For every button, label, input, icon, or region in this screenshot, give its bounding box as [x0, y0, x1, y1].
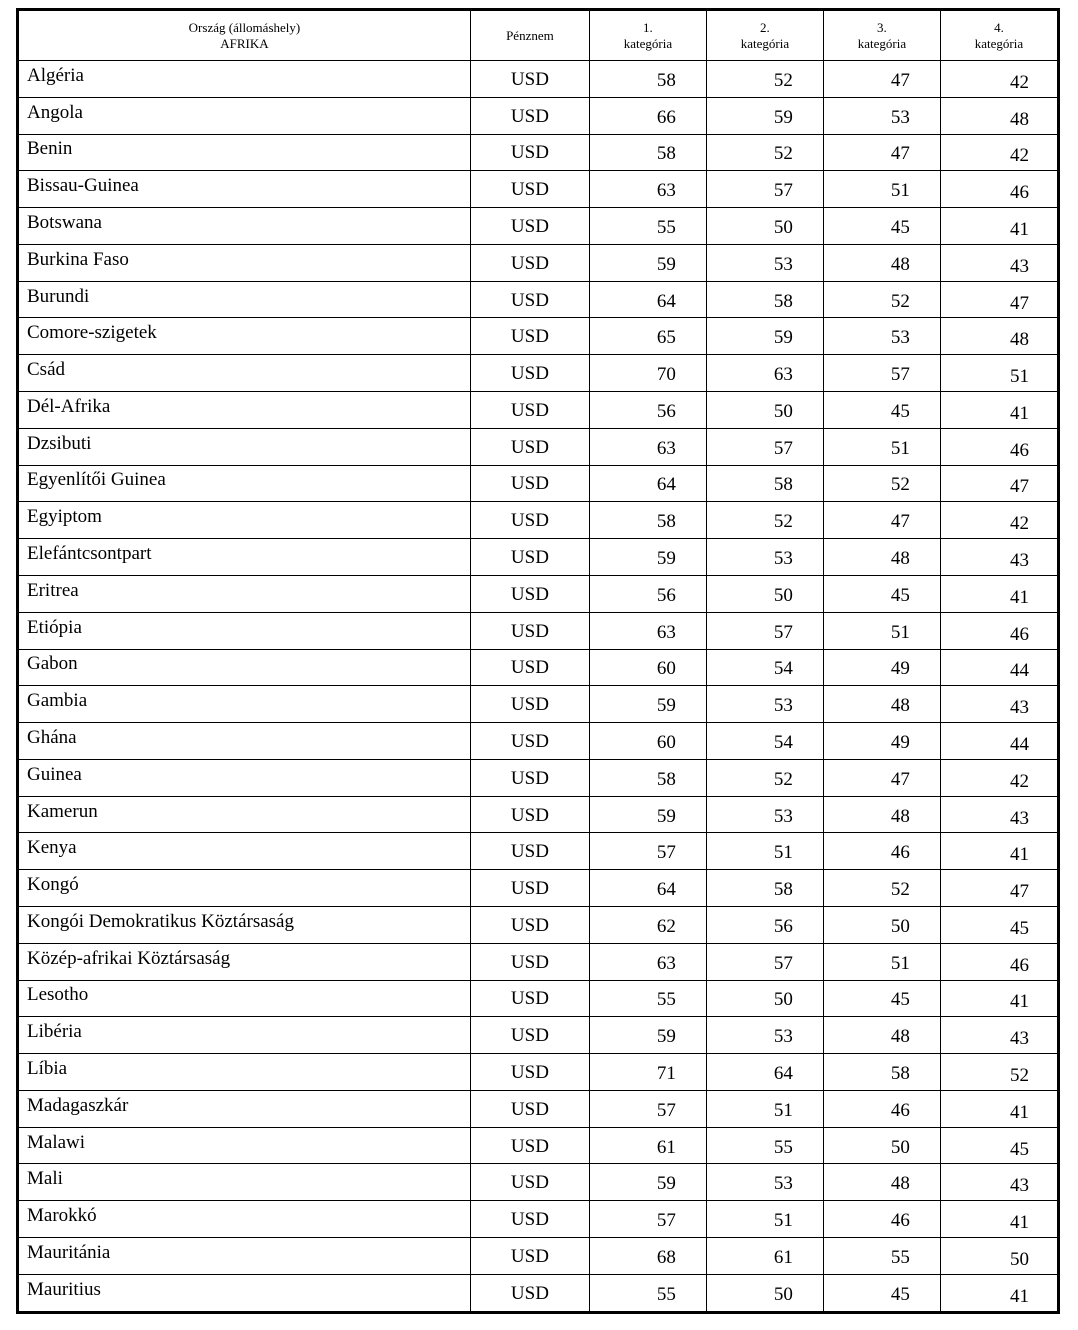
- category-1-cell: 63: [589, 428, 706, 465]
- category-3-cell: 47: [823, 502, 940, 539]
- category-2-cell: 53: [706, 244, 823, 281]
- header-category-1: [589, 11, 706, 61]
- country-cell: Elefántcsontpart: [19, 539, 471, 576]
- country-cell: Burkina Faso: [19, 244, 471, 281]
- category-1-cell: 55: [589, 208, 706, 245]
- category-4-cell: 45: [940, 1127, 1057, 1164]
- category-2-cell: 57: [706, 428, 823, 465]
- category-3-cell: 45: [823, 392, 940, 429]
- header-category-1-number: 1.: [643, 19, 653, 35]
- category-3-cell: 48: [823, 1017, 940, 1054]
- category-4-cell: 47: [940, 870, 1057, 907]
- category-3-cell: 53: [823, 97, 940, 134]
- category-4-cell: 41: [940, 392, 1057, 429]
- category-2-cell: 51: [706, 1090, 823, 1127]
- currency-cell: USD: [470, 870, 589, 907]
- table-row: [19, 318, 1058, 355]
- header-category-3-label: kategória: [857, 35, 907, 51]
- category-2-cell: 54: [706, 723, 823, 760]
- currency-cell: USD: [470, 1164, 589, 1201]
- table-row: [19, 539, 1058, 576]
- category-3-cell: 47: [823, 759, 940, 796]
- country-cell: Madagaszkár: [19, 1090, 471, 1127]
- country-cell: Dzsibuti: [19, 428, 471, 465]
- category-4-cell: 41: [940, 980, 1057, 1017]
- category-2-cell: 50: [706, 1274, 823, 1311]
- country-cell: Gabon: [19, 649, 471, 686]
- header-category-2: [706, 11, 823, 61]
- country-cell: Csád: [19, 355, 471, 392]
- currency-cell: USD: [470, 649, 589, 686]
- category-2-cell: 53: [706, 796, 823, 833]
- country-cell: Egyiptom: [19, 502, 471, 539]
- category-3-cell: 52: [823, 870, 940, 907]
- category-2-cell: 57: [706, 612, 823, 649]
- table-row: [19, 575, 1058, 612]
- country-cell: Líbia: [19, 1054, 471, 1091]
- header-row: [19, 11, 1058, 61]
- header-category-4: [940, 11, 1057, 61]
- category-3-cell: 53: [823, 318, 940, 355]
- header-category-4-number: 4.: [994, 19, 1004, 35]
- currency-cell: USD: [470, 1274, 589, 1311]
- category-4-cell: 42: [940, 502, 1057, 539]
- country-cell: Mali: [19, 1164, 471, 1201]
- country-cell: Algéria: [19, 61, 471, 98]
- header-category-3-number: 3.: [877, 19, 887, 35]
- category-1-cell: 63: [589, 171, 706, 208]
- category-1-cell: 60: [589, 649, 706, 686]
- category-2-cell: 50: [706, 980, 823, 1017]
- category-3-cell: 48: [823, 244, 940, 281]
- category-2-cell: 58: [706, 281, 823, 318]
- category-2-cell: 51: [706, 833, 823, 870]
- category-1-cell: 58: [589, 759, 706, 796]
- category-4-cell: 41: [940, 1201, 1057, 1238]
- category-2-cell: 53: [706, 539, 823, 576]
- category-2-cell: 57: [706, 171, 823, 208]
- category-4-cell: 51: [940, 355, 1057, 392]
- category-1-cell: 56: [589, 392, 706, 429]
- category-3-cell: 45: [823, 980, 940, 1017]
- table-row: [19, 612, 1058, 649]
- table-body: [19, 61, 1058, 1312]
- category-1-cell: 55: [589, 1274, 706, 1311]
- country-cell: Kamerun: [19, 796, 471, 833]
- category-1-cell: 59: [589, 1017, 706, 1054]
- category-4-cell: 43: [940, 1017, 1057, 1054]
- category-3-cell: 51: [823, 612, 940, 649]
- category-1-cell: 57: [589, 1090, 706, 1127]
- currency-cell: USD: [470, 465, 589, 502]
- category-3-cell: 57: [823, 355, 940, 392]
- category-1-cell: 68: [589, 1238, 706, 1275]
- currency-cell: USD: [470, 906, 589, 943]
- table-header: [19, 11, 1058, 61]
- category-1-cell: 64: [589, 870, 706, 907]
- table-row: [19, 281, 1058, 318]
- category-1-cell: 59: [589, 796, 706, 833]
- currency-cell: USD: [470, 428, 589, 465]
- category-3-cell: 47: [823, 134, 940, 171]
- header-category-4-label: kategória: [974, 35, 1024, 51]
- country-cell: Kenya: [19, 833, 471, 870]
- category-1-cell: 59: [589, 1164, 706, 1201]
- category-4-cell: 50: [940, 1238, 1057, 1275]
- currency-cell: USD: [470, 171, 589, 208]
- country-cell: Libéria: [19, 1017, 471, 1054]
- category-1-cell: 59: [589, 686, 706, 723]
- header-category-2-number: 2.: [760, 19, 770, 35]
- country-cell: Bissau-Guinea: [19, 171, 471, 208]
- table-row: [19, 1201, 1058, 1238]
- category-1-cell: 55: [589, 980, 706, 1017]
- category-4-cell: 42: [940, 134, 1057, 171]
- category-4-cell: 43: [940, 796, 1057, 833]
- header-category-1-label: kategória: [623, 35, 673, 51]
- category-3-cell: 58: [823, 1054, 940, 1091]
- category-1-cell: 71: [589, 1054, 706, 1091]
- category-4-cell: 47: [940, 281, 1057, 318]
- category-4-cell: 41: [940, 833, 1057, 870]
- category-2-cell: 61: [706, 1238, 823, 1275]
- table-row: [19, 208, 1058, 245]
- header-country-line2: AFRIKA: [220, 35, 269, 51]
- country-cell: Guinea: [19, 759, 471, 796]
- table-row: [19, 1127, 1058, 1164]
- currency-cell: USD: [470, 61, 589, 98]
- category-3-cell: 51: [823, 943, 940, 980]
- category-4-cell: 44: [940, 723, 1057, 760]
- category-2-cell: 54: [706, 649, 823, 686]
- table-row: [19, 796, 1058, 833]
- country-cell: Közép-afrikai Köztársaság: [19, 943, 471, 980]
- category-3-cell: 50: [823, 906, 940, 943]
- currency-cell: USD: [470, 318, 589, 355]
- currency-cell: USD: [470, 502, 589, 539]
- currency-cell: USD: [470, 208, 589, 245]
- category-4-cell: 47: [940, 465, 1057, 502]
- category-4-cell: 52: [940, 1054, 1057, 1091]
- category-3-cell: 51: [823, 428, 940, 465]
- category-1-cell: 63: [589, 943, 706, 980]
- allowance-table: [18, 10, 1058, 1312]
- category-4-cell: 46: [940, 943, 1057, 980]
- country-cell: Lesotho: [19, 980, 471, 1017]
- category-4-cell: 48: [940, 97, 1057, 134]
- currency-cell: USD: [470, 392, 589, 429]
- category-4-cell: 41: [940, 575, 1057, 612]
- category-3-cell: 52: [823, 465, 940, 502]
- category-2-cell: 50: [706, 392, 823, 429]
- table-row: [19, 428, 1058, 465]
- category-3-cell: 48: [823, 686, 940, 723]
- category-2-cell: 58: [706, 870, 823, 907]
- category-2-cell: 53: [706, 686, 823, 723]
- currency-cell: USD: [470, 134, 589, 171]
- table-row: [19, 97, 1058, 134]
- category-4-cell: 42: [940, 759, 1057, 796]
- category-2-cell: 55: [706, 1127, 823, 1164]
- table-row: [19, 465, 1058, 502]
- category-4-cell: 43: [940, 539, 1057, 576]
- category-4-cell: 46: [940, 612, 1057, 649]
- category-3-cell: 51: [823, 171, 940, 208]
- category-2-cell: 51: [706, 1201, 823, 1238]
- country-cell: Kongói Demokratikus Köztársaság: [19, 906, 471, 943]
- currency-cell: USD: [470, 539, 589, 576]
- category-1-cell: 56: [589, 575, 706, 612]
- category-3-cell: 49: [823, 649, 940, 686]
- currency-cell: USD: [470, 943, 589, 980]
- category-1-cell: 60: [589, 723, 706, 760]
- category-1-cell: 66: [589, 97, 706, 134]
- header-country: [19, 11, 471, 61]
- table-row: [19, 171, 1058, 208]
- table-row: [19, 355, 1058, 392]
- category-4-cell: 46: [940, 171, 1057, 208]
- currency-cell: USD: [470, 1201, 589, 1238]
- country-cell: Angola: [19, 97, 471, 134]
- category-1-cell: 64: [589, 465, 706, 502]
- category-2-cell: 58: [706, 465, 823, 502]
- category-1-cell: 57: [589, 833, 706, 870]
- category-3-cell: 48: [823, 539, 940, 576]
- table-row: [19, 906, 1058, 943]
- country-cell: Gambia: [19, 686, 471, 723]
- category-3-cell: 50: [823, 1127, 940, 1164]
- table-row: [19, 1164, 1058, 1201]
- country-cell: Eritrea: [19, 575, 471, 612]
- category-1-cell: 65: [589, 318, 706, 355]
- category-3-cell: 46: [823, 1201, 940, 1238]
- table-row: [19, 1274, 1058, 1311]
- table-row: [19, 723, 1058, 760]
- table-row: [19, 759, 1058, 796]
- category-3-cell: 55: [823, 1238, 940, 1275]
- category-4-cell: 42: [940, 61, 1057, 98]
- category-4-cell: 43: [940, 244, 1057, 281]
- category-3-cell: 48: [823, 796, 940, 833]
- category-4-cell: 45: [940, 906, 1057, 943]
- currency-cell: USD: [470, 1090, 589, 1127]
- category-4-cell: 41: [940, 1274, 1057, 1311]
- header-currency: Pénznem: [470, 11, 589, 61]
- header-country-line1: Ország (állomáshely): [188, 19, 301, 35]
- category-1-cell: 70: [589, 355, 706, 392]
- table-row: [19, 833, 1058, 870]
- country-cell: Egyenlítői Guinea: [19, 465, 471, 502]
- category-1-cell: 58: [589, 134, 706, 171]
- category-2-cell: 52: [706, 502, 823, 539]
- table-row: [19, 980, 1058, 1017]
- category-1-cell: 58: [589, 502, 706, 539]
- category-1-cell: 61: [589, 1127, 706, 1164]
- category-4-cell: 48: [940, 318, 1057, 355]
- table-row: [19, 134, 1058, 171]
- header-category-2-label: kategória: [740, 35, 790, 51]
- category-2-cell: 50: [706, 208, 823, 245]
- category-4-cell: 44: [940, 649, 1057, 686]
- currency-cell: USD: [470, 281, 589, 318]
- category-2-cell: 56: [706, 906, 823, 943]
- country-cell: Malawi: [19, 1127, 471, 1164]
- category-4-cell: 41: [940, 208, 1057, 245]
- category-1-cell: 62: [589, 906, 706, 943]
- currency-cell: USD: [470, 796, 589, 833]
- currency-cell: USD: [470, 575, 589, 612]
- country-cell: Marokkó: [19, 1201, 471, 1238]
- category-3-cell: 46: [823, 1090, 940, 1127]
- table-row: [19, 1017, 1058, 1054]
- currency-cell: USD: [470, 612, 589, 649]
- category-3-cell: 45: [823, 208, 940, 245]
- table-row: [19, 649, 1058, 686]
- category-3-cell: 47: [823, 61, 940, 98]
- category-1-cell: 64: [589, 281, 706, 318]
- currency-cell: USD: [470, 980, 589, 1017]
- table-row: [19, 686, 1058, 723]
- currency-cell: USD: [470, 1054, 589, 1091]
- category-3-cell: 49: [823, 723, 940, 760]
- category-2-cell: 53: [706, 1017, 823, 1054]
- table-row: [19, 1054, 1058, 1091]
- currency-cell: USD: [470, 759, 589, 796]
- currency-cell: USD: [470, 686, 589, 723]
- category-2-cell: 59: [706, 318, 823, 355]
- category-3-cell: 45: [823, 1274, 940, 1311]
- country-cell: Etiópia: [19, 612, 471, 649]
- table-row: [19, 244, 1058, 281]
- table-row: [19, 1090, 1058, 1127]
- category-1-cell: 59: [589, 244, 706, 281]
- table-row: [19, 392, 1058, 429]
- currency-cell: USD: [470, 833, 589, 870]
- country-cell: Comore-szigetek: [19, 318, 471, 355]
- category-3-cell: 45: [823, 575, 940, 612]
- category-2-cell: 50: [706, 575, 823, 612]
- allowance-table-sheet: [16, 8, 1060, 1314]
- country-cell: Dél-Afrika: [19, 392, 471, 429]
- currency-cell: USD: [470, 1127, 589, 1164]
- table-row: [19, 502, 1058, 539]
- country-cell: Kongó: [19, 870, 471, 907]
- category-2-cell: 64: [706, 1054, 823, 1091]
- country-cell: Mauritánia: [19, 1238, 471, 1275]
- table-row: [19, 870, 1058, 907]
- currency-cell: USD: [470, 1238, 589, 1275]
- currency-cell: USD: [470, 723, 589, 760]
- category-3-cell: 48: [823, 1164, 940, 1201]
- category-2-cell: 63: [706, 355, 823, 392]
- category-2-cell: 59: [706, 97, 823, 134]
- category-4-cell: 46: [940, 428, 1057, 465]
- currency-cell: USD: [470, 97, 589, 134]
- country-cell: Ghána: [19, 723, 471, 760]
- table-row: [19, 61, 1058, 98]
- category-2-cell: 57: [706, 943, 823, 980]
- currency-cell: USD: [470, 1017, 589, 1054]
- country-cell: Benin: [19, 134, 471, 171]
- category-2-cell: 52: [706, 759, 823, 796]
- currency-cell: USD: [470, 355, 589, 392]
- category-2-cell: 53: [706, 1164, 823, 1201]
- category-1-cell: 58: [589, 61, 706, 98]
- category-4-cell: 43: [940, 1164, 1057, 1201]
- category-3-cell: 46: [823, 833, 940, 870]
- header-category-3: [823, 11, 940, 61]
- category-3-cell: 52: [823, 281, 940, 318]
- category-2-cell: 52: [706, 134, 823, 171]
- category-1-cell: 63: [589, 612, 706, 649]
- category-4-cell: 41: [940, 1090, 1057, 1127]
- category-2-cell: 52: [706, 61, 823, 98]
- category-4-cell: 43: [940, 686, 1057, 723]
- country-cell: Botswana: [19, 208, 471, 245]
- category-1-cell: 57: [589, 1201, 706, 1238]
- table-row: [19, 1238, 1058, 1275]
- currency-cell: USD: [470, 244, 589, 281]
- country-cell: Burundi: [19, 281, 471, 318]
- country-cell: Mauritius: [19, 1274, 471, 1311]
- table-row: [19, 943, 1058, 980]
- category-1-cell: 59: [589, 539, 706, 576]
